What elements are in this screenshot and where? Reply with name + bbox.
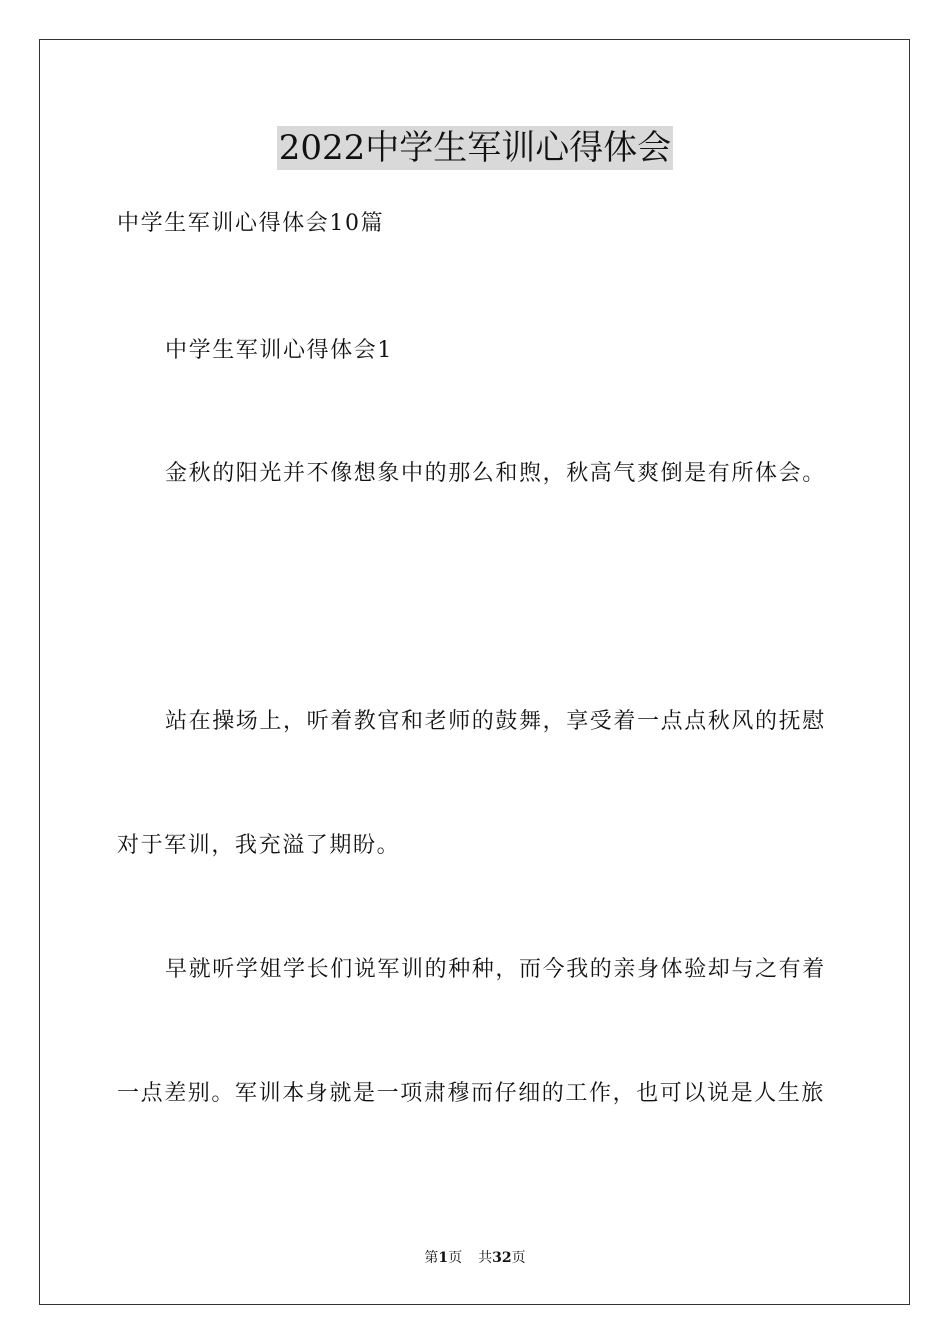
paragraph-line: 金秋的阳光并不像想象中的那么和煦，秋高气爽倒是有所体会。 bbox=[165, 461, 826, 486]
document-subtitle: 中学生军训心得体会10篇 bbox=[117, 211, 385, 236]
total-suffix: 页 bbox=[511, 1250, 526, 1266]
paragraph-line: 早就听学姐学长们说军训的种种，而今我的亲身体验却与之有着 bbox=[165, 957, 826, 982]
section-heading: 中学生军训心得体会1 bbox=[165, 338, 393, 363]
page-total: 32 bbox=[492, 1250, 512, 1266]
paragraph-line: 站在操场上，听着教官和老师的鼓舞，享受着一点点秋风的抚慰 bbox=[165, 709, 826, 734]
title-container bbox=[0, 126, 950, 170]
total-prefix: 共 bbox=[478, 1250, 493, 1266]
paragraph-line: 一点差别。军训本身就是一项肃穆而仔细的工作，也可以说是人生旅 bbox=[117, 1081, 826, 1106]
page-current: 1 bbox=[438, 1250, 449, 1266]
page-footer bbox=[0, 1249, 950, 1267]
document-title: 2022中学生军训心得体会 bbox=[278, 128, 672, 168]
page-suffix: 页 bbox=[448, 1250, 463, 1266]
page-prefix: 第 bbox=[424, 1250, 439, 1266]
paragraph-line: 对于军训，我充溢了期盼。 bbox=[117, 833, 401, 858]
